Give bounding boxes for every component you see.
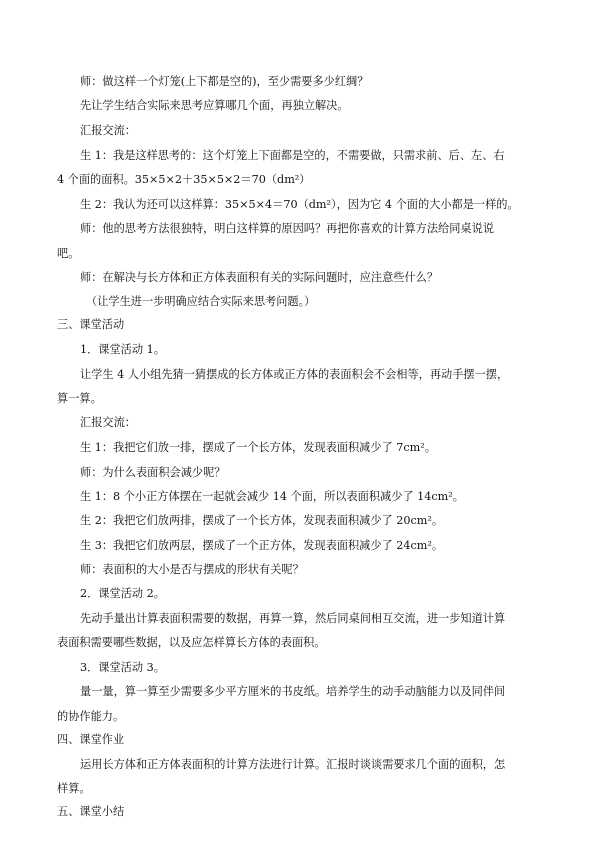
text-line: 生 1：8 个小正方体摆在一起就会减少 14 个面，所以表面积减少了 14cm²。 bbox=[80, 490, 464, 503]
text-line: 让学生 4 人小组先猜一猜摆成的长方体或正方体的表面积会不会相等，再动手摆一摆， bbox=[80, 368, 509, 381]
text-line: 师：在解决与长方体和正方体表面积有关的实际问题时，应注意些什么？ bbox=[80, 271, 439, 284]
text-line: 师：为什么表面积会减少呢？ bbox=[80, 466, 226, 479]
text-line: 表面积需要哪些数据，以及应怎样算长方体的表面积。 bbox=[57, 636, 326, 649]
text-line: 4 个面的面积。35×5×2＋35×5×2＝70（dm²） bbox=[57, 173, 311, 186]
text-line: 生 3：我把它们放两层，摆成了一个正方体，发现表面积减少了 24cm²。 bbox=[80, 539, 444, 552]
text-line: 汇报交流： bbox=[80, 416, 136, 429]
text-line: 师：表面积的大小是否与摆成的形状有关呢？ bbox=[80, 563, 304, 576]
text-line: 3．课堂活动 3。 bbox=[80, 661, 165, 674]
text-line: 先让学生结合实际来思考应算哪几个面，再独立解决。 bbox=[80, 99, 349, 112]
text-line: 1．课堂活动 1。 bbox=[80, 343, 165, 356]
section-heading: 五、课堂小结 bbox=[57, 805, 125, 818]
text-line: 先动手量出计算表面积需要的数据，再算一算，然后同桌间相互交流，进一步知道计算 bbox=[80, 612, 506, 625]
text-line: 样算。 bbox=[57, 782, 91, 795]
text-line: 运用长方体和正方体表面积的计算方法进行计算。汇报时谈谈需要求几个面的面积，怎 bbox=[80, 758, 506, 771]
text-line: 生 1：我把它们放一排，摆成了一个长方体，发现表面积减少了 7cm²。 bbox=[80, 441, 436, 454]
text-line: 汇报交流： bbox=[80, 124, 136, 137]
text-line: 算一算。 bbox=[57, 392, 102, 405]
text-line: 吧。 bbox=[57, 247, 80, 260]
text-line: 2．课堂活动 2。 bbox=[80, 587, 165, 600]
section-heading: 三、课堂活动 bbox=[57, 318, 125, 331]
text-line: 生 1：我是这样思考的：这个灯笼上下面都是空的，不需要做，只需求前、后、左、右 bbox=[80, 149, 505, 162]
text-line: 师：他的思考方法很独特，明白这样算的原因吗？再把你喜欢的计算方法给同桌说说 bbox=[80, 222, 494, 235]
text-line: 生 2：我把它们放两排，摆成了一个长方体，发现表面积减少了 20cm²。 bbox=[80, 514, 444, 527]
text-line: （让学生进一步明确应结合实际来思考问题。） bbox=[86, 295, 316, 308]
text-line: 量一量，算一算至少需要多少平方厘米的书皮纸。培养学生的动手动脑能力以及同伴间 bbox=[80, 685, 506, 698]
section-heading: 四、课堂作业 bbox=[57, 733, 125, 746]
text-line: 的协作能力。 bbox=[57, 710, 125, 723]
text-line: 师：做这样一个灯笼(上下都是空的)，至少需要多少红绸？ bbox=[80, 75, 369, 88]
text-line: 生 2：我认为还可以这样算：35×5×4＝70（dm²），因为它 4 个面的大小都是一样的。 bbox=[80, 198, 519, 211]
